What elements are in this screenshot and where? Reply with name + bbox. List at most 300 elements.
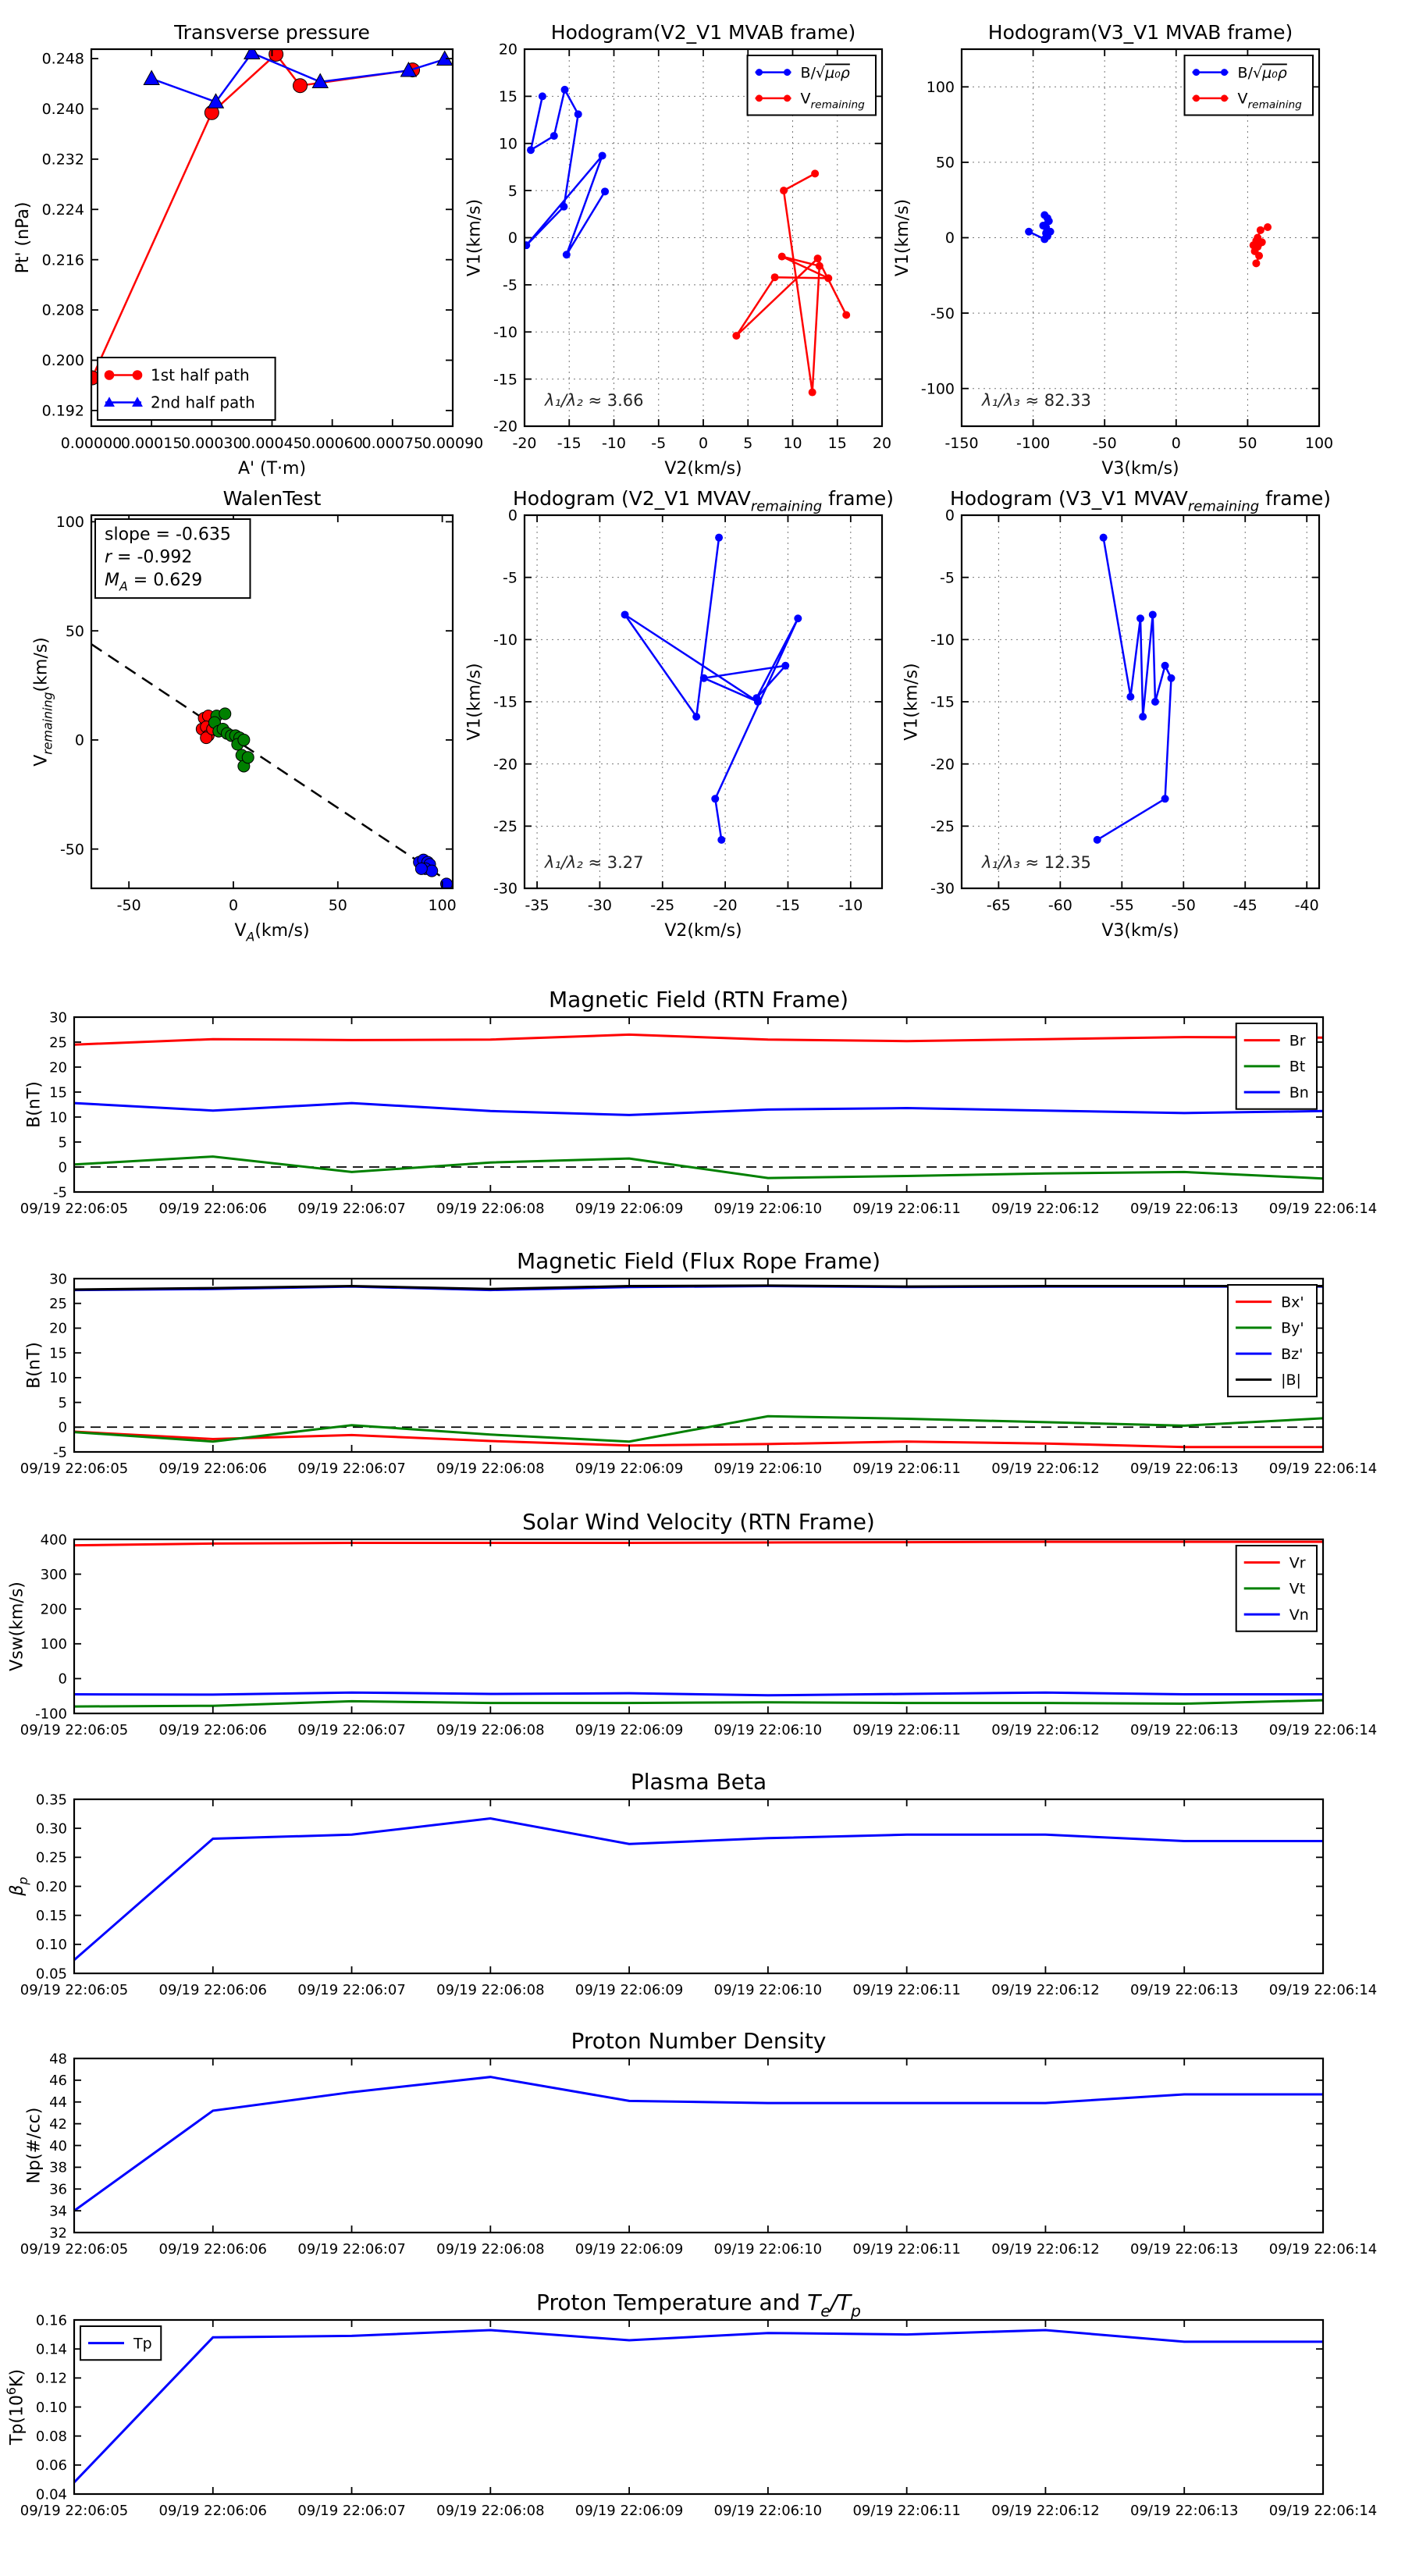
- y-tick-label: 0: [58, 1419, 67, 1436]
- x-tick-label: 09/19 22:06:13: [1130, 2503, 1239, 2519]
- circle-marker: [105, 370, 115, 380]
- legend-label: |B|: [1281, 1372, 1301, 1389]
- x-tick-label: 09/19 22:06:07: [297, 1722, 406, 1738]
- circle-marker: [426, 865, 438, 877]
- y-axis-label: Np(#/cc): [24, 2107, 44, 2184]
- y-tick-label: 15: [49, 1345, 67, 1362]
- chart-title: Hodogram(V2_V1 MVAB frame): [550, 21, 856, 44]
- y-tick-label: 0.20: [35, 1878, 67, 1895]
- x-tick-label: 09/19 22:06:10: [713, 1982, 823, 1998]
- y-tick-label: -15: [930, 693, 955, 711]
- x-tick-label: 0: [698, 435, 709, 452]
- x-tick-label: 09/19 22:06:08: [436, 1722, 545, 1738]
- x-tick-label: 0: [228, 897, 239, 914]
- legend: [1236, 1023, 1317, 1109]
- circle-marker: [601, 187, 609, 195]
- y-tick-label: 0.10: [35, 2399, 67, 2416]
- y-tick-label: 48: [49, 2051, 67, 2068]
- y-tick-label: 25: [49, 1034, 67, 1051]
- x-tick-label: -60: [1048, 897, 1072, 914]
- legend: [1228, 1285, 1317, 1397]
- x-tick-label: 0.00075: [361, 435, 424, 452]
- y-axis-label: Vsw(km/s): [7, 1582, 27, 1671]
- circle-marker: [1221, 69, 1228, 76]
- circle-marker: [784, 94, 791, 101]
- chart-title: Magnetic Field (Flux Rope Frame): [516, 1248, 881, 1274]
- y-tick-label: 25: [49, 1296, 67, 1313]
- x-tick-label: -35: [525, 897, 550, 914]
- y-tick-label: 42: [49, 2115, 67, 2133]
- y-tick-label: 0: [944, 229, 955, 247]
- x-tick-label: 09/19 22:06:06: [158, 2241, 267, 2258]
- circle-marker: [778, 253, 786, 261]
- chart-title: WalenTest: [222, 487, 322, 510]
- y-tick-label: 200: [40, 1601, 67, 1618]
- legend-label: Vr: [1289, 1554, 1306, 1572]
- y-tick-label: 0: [507, 507, 518, 525]
- legend-label: 2nd half path: [151, 393, 255, 412]
- circle-marker: [842, 311, 850, 319]
- x-axis-label: V3(km/s): [1101, 921, 1179, 941]
- circle-marker: [550, 132, 558, 140]
- x-tick-label: -25: [650, 897, 675, 914]
- chart-title: Hodogram (V3_V1 $MVAV_{remaining}$ frame): [949, 487, 1332, 515]
- x-tick-label: 09/19 22:06:14: [1268, 1722, 1378, 1738]
- y-axis-label: V1(km/s): [464, 663, 485, 741]
- circle-marker: [816, 262, 823, 270]
- y-tick-label: 0.35: [35, 1791, 67, 1809]
- x-tick-label: 09/19 22:06:08: [436, 1982, 545, 1998]
- x-tick-label: 09/19 22:06:13: [1130, 1461, 1239, 1477]
- y-axis-label: B(nT): [24, 1081, 44, 1128]
- x-tick-label: 5: [743, 435, 753, 452]
- y-tick-label: 0.216: [41, 251, 84, 269]
- x-tick-label: -50: [116, 897, 141, 914]
- x-tick-label: 09/19 22:06:14: [1268, 1201, 1378, 1217]
- x-tick-label: 100: [428, 897, 457, 914]
- x-tick-label: 09/19 22:06:09: [574, 2241, 684, 2258]
- stats-line: r = -0.992: [105, 547, 193, 568]
- y-axis-label: V1(km/s): [464, 198, 485, 277]
- y-tick-label: 100: [55, 514, 84, 532]
- y-tick-label: 0.15: [35, 1907, 67, 1924]
- y-axis-label: B(nT): [24, 1342, 44, 1389]
- y-axis-label: Pt' (nPa): [13, 201, 34, 274]
- y-tick-label: 20: [49, 1059, 67, 1076]
- chart-title: Magnetic Field (RTN Frame): [548, 987, 849, 1012]
- circle-marker: [824, 274, 832, 282]
- circle-marker: [781, 662, 789, 670]
- y-tick-label: 30: [49, 1009, 67, 1026]
- y-axis-label: $Tp(10^6K)$: [3, 2368, 27, 2446]
- legend: [98, 358, 276, 420]
- y-tick-label: -25: [493, 817, 518, 835]
- x-tick-label: 09/19 22:06:05: [20, 1461, 129, 1477]
- y-tick-label: -5: [503, 276, 518, 294]
- y-tick-label: -50: [930, 304, 955, 322]
- x-tick-label: 15: [827, 435, 847, 452]
- x-tick-label: 09/19 22:06:09: [574, 2503, 684, 2519]
- circle-marker: [1151, 698, 1159, 706]
- x-tick-label: 10: [783, 435, 802, 452]
- x-tick-label: 09/19 22:06:08: [436, 2503, 545, 2519]
- circle-marker: [527, 146, 535, 154]
- y-tick-label: 0.200: [41, 352, 84, 370]
- circle-marker: [771, 273, 779, 281]
- x-tick-label: -20: [512, 435, 537, 452]
- x-tick-label: 09/19 22:06:13: [1130, 1201, 1239, 1217]
- y-tick-label: -20: [930, 756, 955, 774]
- circle-marker: [715, 534, 723, 542]
- y-tick-label: 5: [507, 182, 518, 200]
- x-tick-label: -10: [601, 435, 627, 452]
- lambda-ratio-annotation: λ₁/λ₃ ≈ 82.33: [982, 391, 1091, 410]
- x-tick-label: -65: [986, 897, 1011, 914]
- circle-marker: [1094, 836, 1101, 844]
- x-tick-label: 09/19 22:06:12: [991, 1722, 1100, 1738]
- x-tick-label: 0.00000: [60, 435, 123, 452]
- x-tick-label: 09/19 22:06:10: [713, 1201, 823, 1217]
- x-tick-label: -150: [944, 435, 979, 452]
- legend-label: B/√μ₀ρ: [1237, 64, 1287, 82]
- y-tick-label: 0.04: [35, 2486, 67, 2503]
- circle-marker: [574, 110, 582, 118]
- circle-marker: [809, 389, 816, 397]
- x-tick-label: 09/19 22:06:14: [1268, 2241, 1378, 2258]
- x-tick-label: 09/19 22:06:11: [852, 1461, 961, 1477]
- circle-marker: [1025, 228, 1033, 236]
- lambda-ratio-annotation: λ₁/λ₂ ≈ 3.27: [545, 853, 644, 872]
- circle-marker: [1136, 614, 1144, 622]
- x-tick-label: 09/19 22:06:05: [20, 2503, 129, 2519]
- circle-marker: [560, 203, 567, 211]
- circle-marker: [756, 94, 763, 101]
- x-tick-label: 09/19 22:06:11: [852, 2503, 961, 2519]
- circle-marker: [1221, 94, 1228, 101]
- y-tick-label: 0.05: [35, 1966, 67, 1983]
- chart-title: Proton Number Density: [571, 2028, 827, 2054]
- x-tick-label: 09/19 22:06:05: [20, 1722, 129, 1738]
- y-axis-label: $V_{remaining}(km/s)$: [31, 637, 55, 767]
- legend-label: Bz': [1281, 1345, 1304, 1363]
- circle-marker: [1161, 795, 1169, 802]
- y-tick-label: -30: [930, 880, 955, 898]
- y-tick-label: 0: [944, 507, 955, 525]
- y-tick-label: 0.224: [41, 201, 84, 219]
- y-tick-label: -100: [920, 380, 955, 398]
- circle-marker: [756, 69, 763, 76]
- legend: [1236, 1546, 1317, 1631]
- circle-marker: [133, 370, 143, 380]
- lambda-ratio-annotation: λ₁/λ₂ ≈ 3.66: [545, 391, 644, 410]
- x-tick-label: 09/19 22:06:09: [574, 1982, 684, 1998]
- x-axis-label: V2(km/s): [664, 459, 742, 479]
- circle-marker: [811, 169, 819, 177]
- legend-label: Vn: [1289, 1606, 1309, 1624]
- x-tick-label: -30: [587, 897, 612, 914]
- y-tick-label: 0.12: [35, 2370, 67, 2387]
- x-tick-label: 09/19 22:06:08: [436, 1461, 545, 1477]
- legend-label: Bx': [1281, 1293, 1304, 1311]
- y-tick-label: -10: [493, 323, 518, 341]
- chart-title: Plasma Beta: [630, 1769, 767, 1795]
- circle-marker: [1193, 69, 1200, 76]
- x-tick-label: 09/19 22:06:12: [991, 1201, 1100, 1217]
- y-tick-label: 15: [49, 1084, 67, 1101]
- x-tick-label: -15: [775, 897, 800, 914]
- x-tick-label: -55: [1109, 897, 1134, 914]
- x-tick-label: 09/19 22:06:07: [297, 1201, 406, 1217]
- x-tick-label: 09/19 22:06:07: [297, 1461, 406, 1477]
- circle-marker: [1257, 226, 1264, 234]
- x-tick-label: 09/19 22:06:06: [158, 1461, 267, 1477]
- x-tick-label: 09/19 22:06:10: [713, 2503, 823, 2519]
- circle-marker: [1254, 234, 1261, 242]
- y-tick-label: 400: [40, 1532, 67, 1549]
- x-tick-label: 09/19 22:06:14: [1268, 1461, 1378, 1477]
- legend: [80, 2326, 161, 2360]
- legend: [1185, 55, 1313, 116]
- x-tick-label: 20: [872, 435, 892, 452]
- y-tick-label: 10: [49, 1370, 67, 1387]
- y-tick-label: 0.208: [41, 301, 84, 319]
- legend-label: $V_{remaining}$: [1237, 90, 1302, 112]
- circle-marker: [700, 674, 708, 682]
- chart-title: Solar Wind Velocity (RTN Frame): [522, 1509, 875, 1535]
- x-tick-label: 09/19 22:06:10: [713, 1722, 823, 1738]
- x-axis-label: A' (T·m): [237, 459, 307, 479]
- stats-annotation-box: [95, 519, 250, 598]
- y-tick-label: -20: [493, 756, 518, 774]
- x-tick-label: 0.00045: [241, 435, 303, 452]
- legend-label: B/√μ₀ρ: [800, 64, 850, 82]
- y-tick-label: -20: [493, 418, 518, 436]
- y-tick-label: 0: [58, 1159, 67, 1176]
- y-tick-label: -100: [35, 1706, 67, 1723]
- lambda-ratio-annotation: λ₁/λ₃ ≈ 12.35: [982, 853, 1091, 872]
- x-tick-label: 09/19 22:06:13: [1130, 1722, 1239, 1738]
- circle-marker: [1139, 713, 1147, 720]
- circle-marker: [1161, 662, 1169, 670]
- x-axis-label: V2(km/s): [664, 921, 742, 941]
- y-tick-label: 20: [49, 1320, 67, 1337]
- y-tick-label: 50: [65, 622, 84, 640]
- x-tick-label: 09/19 22:06:14: [1268, 1982, 1378, 1998]
- circle-marker: [219, 708, 231, 720]
- x-tick-label: 09/19 22:06:05: [20, 2241, 129, 2258]
- y-tick-label: -10: [930, 631, 955, 649]
- x-tick-label: 0: [1171, 435, 1181, 452]
- x-tick-label: 09/19 22:06:11: [852, 1982, 961, 1998]
- x-tick-label: 100: [1304, 435, 1334, 452]
- x-tick-label: -50: [1171, 897, 1196, 914]
- x-tick-label: 09/19 22:06:10: [713, 2241, 823, 2258]
- legend-label: $V_{remaining}$: [800, 90, 865, 112]
- y-tick-label: -25: [930, 817, 955, 835]
- legend-label: 1st half path: [151, 365, 250, 385]
- x-tick-label: 09/19 22:06:10: [713, 1461, 823, 1477]
- y-tick-label: 0: [507, 229, 518, 247]
- x-tick-label: 09/19 22:06:06: [158, 1722, 267, 1738]
- x-tick-label: 09/19 22:06:09: [574, 1722, 684, 1738]
- chart-title: Hodogram(V3_V1 MVAB frame): [987, 21, 1293, 44]
- circle-marker: [563, 251, 571, 258]
- legend-label: Br: [1289, 1032, 1306, 1050]
- x-tick-label: 09/19 22:06:12: [991, 2241, 1100, 2258]
- circle-marker: [780, 187, 788, 194]
- y-tick-label: -15: [493, 371, 518, 389]
- y-tick-label: 44: [49, 2094, 67, 2112]
- x-tick-label: 09/19 22:06:07: [297, 1982, 406, 1998]
- y-tick-label: 15: [498, 88, 518, 106]
- circle-marker: [1126, 693, 1134, 701]
- circle-marker: [692, 713, 700, 720]
- y-tick-label: 0.06: [35, 2457, 67, 2475]
- x-tick-label: 0.00015: [120, 435, 183, 452]
- x-tick-label: 09/19 22:06:09: [574, 1201, 684, 1217]
- y-tick-label: 0.240: [41, 101, 84, 119]
- y-tick-label: -5: [503, 569, 518, 587]
- circle-marker: [814, 254, 822, 262]
- x-tick-label: 09/19 22:06:06: [158, 2503, 267, 2519]
- x-tick-label: -45: [1232, 897, 1257, 914]
- chart-title: Hodogram (V2_V1 $MVAV_{remaining}$ frame): [512, 487, 895, 515]
- circle-marker: [1252, 259, 1260, 267]
- stats-line: slope = -0.635: [105, 525, 231, 545]
- legend-label: Tp: [133, 2335, 152, 2353]
- stats-line: $M_A = 0.629$: [105, 570, 203, 594]
- x-axis-label: $V_A(km/s)$: [234, 921, 310, 945]
- x-tick-label: 50: [1238, 435, 1257, 452]
- y-tick-label: 0.10: [35, 1937, 67, 1954]
- x-tick-label: 09/19 22:06:11: [852, 1722, 961, 1738]
- x-tick-label: 09/19 22:06:07: [297, 2241, 406, 2258]
- circle-marker: [794, 614, 802, 622]
- circle-marker: [711, 795, 719, 802]
- legend-label: Bt: [1289, 1058, 1306, 1076]
- circle-marker: [599, 151, 606, 159]
- circle-marker: [732, 332, 740, 340]
- y-tick-label: 300: [40, 1566, 67, 1583]
- circle-marker: [293, 79, 308, 93]
- y-tick-label: 100: [926, 78, 955, 96]
- y-tick-label: -5: [53, 1184, 67, 1201]
- y-tick-label: -10: [493, 631, 518, 649]
- chart-title: Transverse pressure: [174, 21, 370, 44]
- circle-marker: [621, 610, 629, 618]
- y-axis-label: $\beta_p$: [7, 1877, 30, 1896]
- y-tick-label: 0: [58, 1670, 67, 1688]
- y-tick-label: -50: [59, 841, 84, 859]
- x-tick-label: 09/19 22:06:08: [436, 2241, 545, 2258]
- circle-marker: [1193, 94, 1200, 101]
- x-tick-label: 09/19 22:06:06: [158, 1201, 267, 1217]
- y-tick-label: 0.14: [35, 2341, 67, 2358]
- y-tick-label: 0.30: [35, 1820, 67, 1838]
- x-tick-label: 09/19 22:06:11: [852, 2241, 961, 2258]
- x-axis-label: V3(km/s): [1101, 459, 1179, 479]
- y-tick-label: 0.25: [35, 1849, 67, 1866]
- x-tick-label: -10: [838, 897, 863, 914]
- y-tick-label: 5: [58, 1394, 67, 1411]
- y-tick-label: 0.192: [41, 402, 84, 420]
- x-tick-label: 09/19 22:06:06: [158, 1982, 267, 1998]
- x-tick-label: 09/19 22:06:09: [574, 1461, 684, 1477]
- y-tick-label: 0.232: [41, 151, 84, 169]
- x-tick-label: 09/19 22:06:12: [991, 2503, 1100, 2519]
- y-tick-label: 5: [58, 1134, 67, 1151]
- x-tick-label: 0.00090: [422, 435, 484, 452]
- x-tick-label: -15: [557, 435, 582, 452]
- y-tick-label: 34: [49, 2203, 67, 2220]
- x-tick-label: 09/19 22:06:11: [852, 1201, 961, 1217]
- circle-marker: [238, 734, 250, 745]
- circle-marker: [561, 86, 569, 94]
- circle-marker: [1149, 610, 1157, 618]
- circle-marker: [242, 752, 254, 763]
- y-tick-label: 20: [498, 41, 518, 59]
- legend-label: Bn: [1289, 1083, 1309, 1101]
- circle-marker: [1167, 674, 1175, 682]
- circle-marker: [752, 694, 760, 702]
- y-tick-label: -5: [940, 569, 955, 587]
- x-tick-label: 09/19 22:06:12: [991, 1982, 1100, 1998]
- x-tick-label: 50: [328, 897, 347, 914]
- circle-marker: [539, 92, 546, 100]
- circle-marker: [1047, 228, 1055, 236]
- circle-marker: [415, 863, 427, 874]
- legend: [748, 55, 876, 116]
- x-tick-label: 09/19 22:06:05: [20, 1201, 129, 1217]
- y-tick-label: 0.248: [41, 50, 84, 68]
- y-tick-label: -5: [53, 1444, 67, 1461]
- x-tick-label: 09/19 22:06:08: [436, 1201, 545, 1217]
- y-tick-label: 0: [74, 731, 84, 749]
- circle-marker: [717, 836, 725, 844]
- y-axis-label: V1(km/s): [902, 663, 922, 741]
- circle-marker: [1100, 534, 1108, 542]
- x-tick-label: -5: [651, 435, 667, 452]
- circle-marker: [1264, 223, 1272, 231]
- x-tick-label: 09/19 22:06:14: [1268, 2503, 1378, 2519]
- x-tick-label: -20: [713, 897, 738, 914]
- x-tick-label: 09/19 22:06:05: [20, 1982, 129, 1998]
- y-tick-label: 36: [49, 2181, 67, 2198]
- chart-title: Proton Temperature and $T_e/T_p$: [536, 2290, 861, 2321]
- y-tick-label: 100: [40, 1636, 67, 1653]
- y-tick-label: 10: [498, 135, 518, 153]
- y-tick-label: 30: [49, 1271, 67, 1288]
- x-tick-label: -100: [1016, 435, 1051, 452]
- y-tick-label: -30: [493, 880, 518, 898]
- y-tick-label: 50: [935, 154, 955, 172]
- x-tick-label: 09/19 22:06:13: [1130, 1982, 1239, 1998]
- y-tick-label: 0.08: [35, 2428, 67, 2445]
- y-tick-label: 10: [49, 1109, 67, 1126]
- y-axis-label: V1(km/s): [892, 198, 912, 277]
- x-tick-label: 09/19 22:06:13: [1130, 2241, 1239, 2258]
- x-tick-label: 0.00030: [181, 435, 243, 452]
- y-tick-label: 40: [49, 2137, 67, 2154]
- y-tick-label: 32: [49, 2225, 67, 2242]
- y-tick-label: -15: [493, 693, 518, 711]
- circle-marker: [784, 69, 791, 76]
- x-tick-label: -40: [1294, 897, 1319, 914]
- y-tick-label: 46: [49, 2073, 67, 2090]
- y-tick-label: 0.16: [35, 2312, 67, 2329]
- x-tick-label: 0.00060: [301, 435, 363, 452]
- legend-label: By': [1281, 1319, 1304, 1337]
